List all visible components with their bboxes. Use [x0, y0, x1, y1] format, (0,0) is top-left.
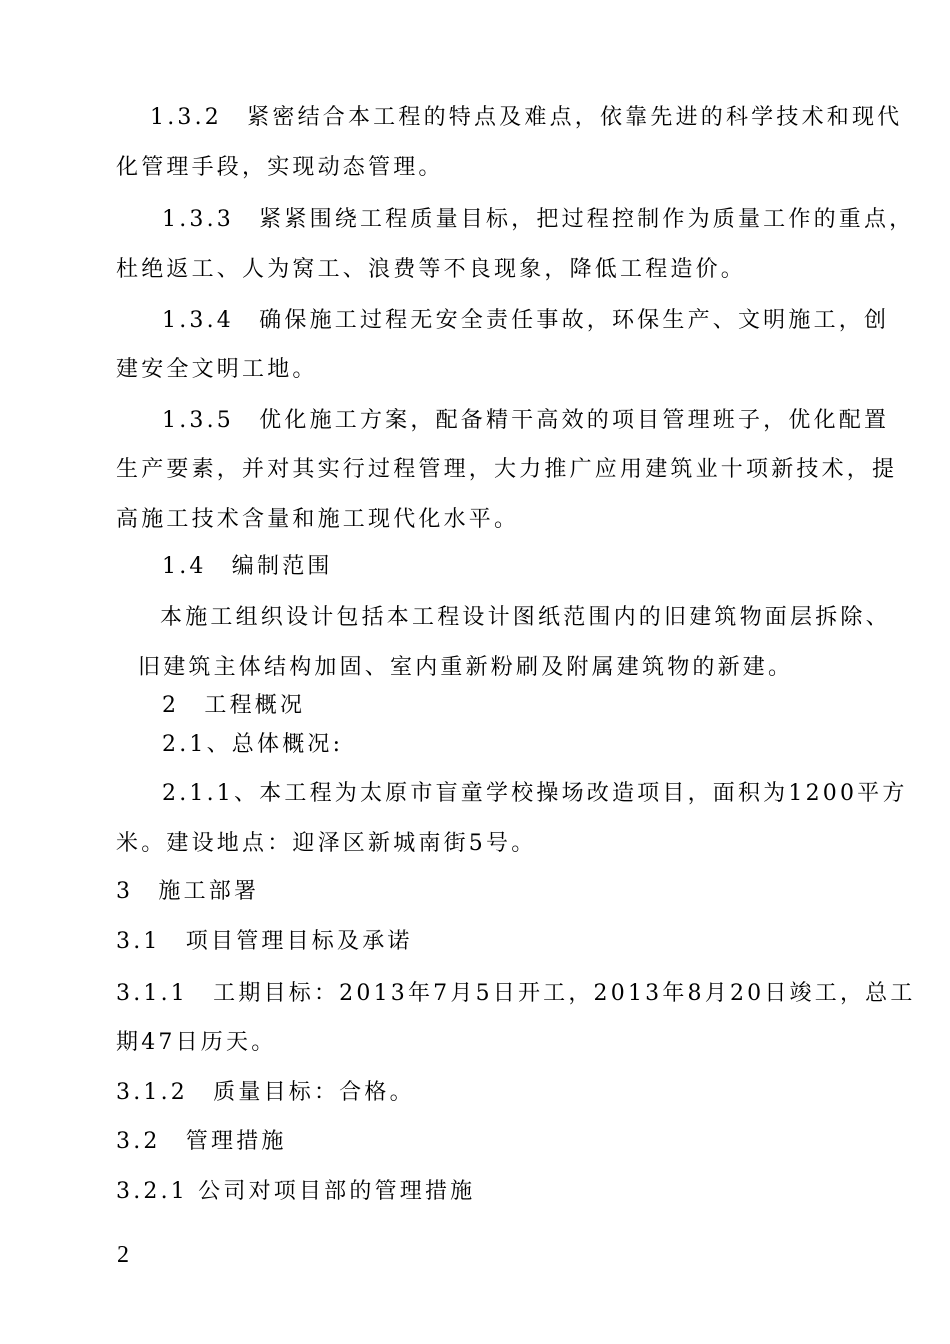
- heading-3-1: 3.1 项目管理目标及承诺: [116, 929, 413, 954]
- paragraph-1-3-5-line-2: 生产要素，并对其实行过程管理，大力推广应用建筑业十项新技术，提: [116, 457, 898, 482]
- heading-2-1: 2.1、总体概况:: [162, 732, 344, 757]
- paragraph-1-3-4-line-1: 1.3.4 确保施工过程无安全责任事故，环保生产、文明施工，创: [162, 308, 890, 333]
- paragraph-1-3-3-line-2: 杜绝返工、人为窝工、浪费等不良现象，降低工程造价。: [116, 257, 747, 282]
- heading-1-4: 1.4 编制范围: [162, 554, 333, 579]
- paragraph-3-1-1-line-2: 期47日历天。: [116, 1030, 277, 1055]
- paragraph-2-1-1-line-1: 2.1.1、本工程为太原市盲童学校操场改造项目，面积为1200平方: [162, 781, 908, 806]
- heading-2: 2 工程概况: [162, 693, 306, 718]
- paragraph-scope-line-2: 旧建筑主体结构加固、室内重新粉刷及附属建筑物的新建。: [138, 655, 794, 680]
- heading-3: 3 施工部署: [116, 879, 260, 904]
- paragraph-1-3-4-line-2: 建安全文明工地。: [116, 357, 318, 382]
- paragraph-1-3-3-line-1: 1.3.3 紧紧围绕工程质量目标，把过程控制作为质量工作的重点，: [162, 207, 915, 232]
- paragraph-3-1-2: 3.1.2 质量目标：合格。: [116, 1080, 415, 1105]
- heading-3-2: 3.2 管理措施: [116, 1129, 287, 1154]
- paragraph-2-1-1-line-2: 米。建设地点：迎泽区新城南街5号。: [116, 831, 537, 856]
- paragraph-3-1-1-line-1: 3.1.1 工期目标：2013年7月5日开工，2013年8月20日竣工，总工: [116, 981, 916, 1006]
- page-number: 2: [117, 1242, 129, 1268]
- paragraph-1-3-5-line-3: 高施工技术含量和施工现代化水平。: [116, 507, 520, 532]
- heading-3-2-1: 3.2.1 公司对项目部的管理措施: [116, 1179, 476, 1204]
- paragraph-1-3-5-line-1: 1.3.5 优化施工方案，配备精干高效的项目管理班子，优化配置: [162, 408, 890, 433]
- paragraph-1-3-2-line-2: 化管理手段，实现动态管理。: [116, 155, 444, 180]
- paragraph-1-3-2-line-1: 1.3.2 紧密结合本工程的特点及难点，依靠先进的科学技术和现代: [150, 105, 903, 130]
- paragraph-scope-line-1: 本施工组织设计包括本工程设计图纸范围内的旧建筑物面层拆除、: [160, 605, 891, 630]
